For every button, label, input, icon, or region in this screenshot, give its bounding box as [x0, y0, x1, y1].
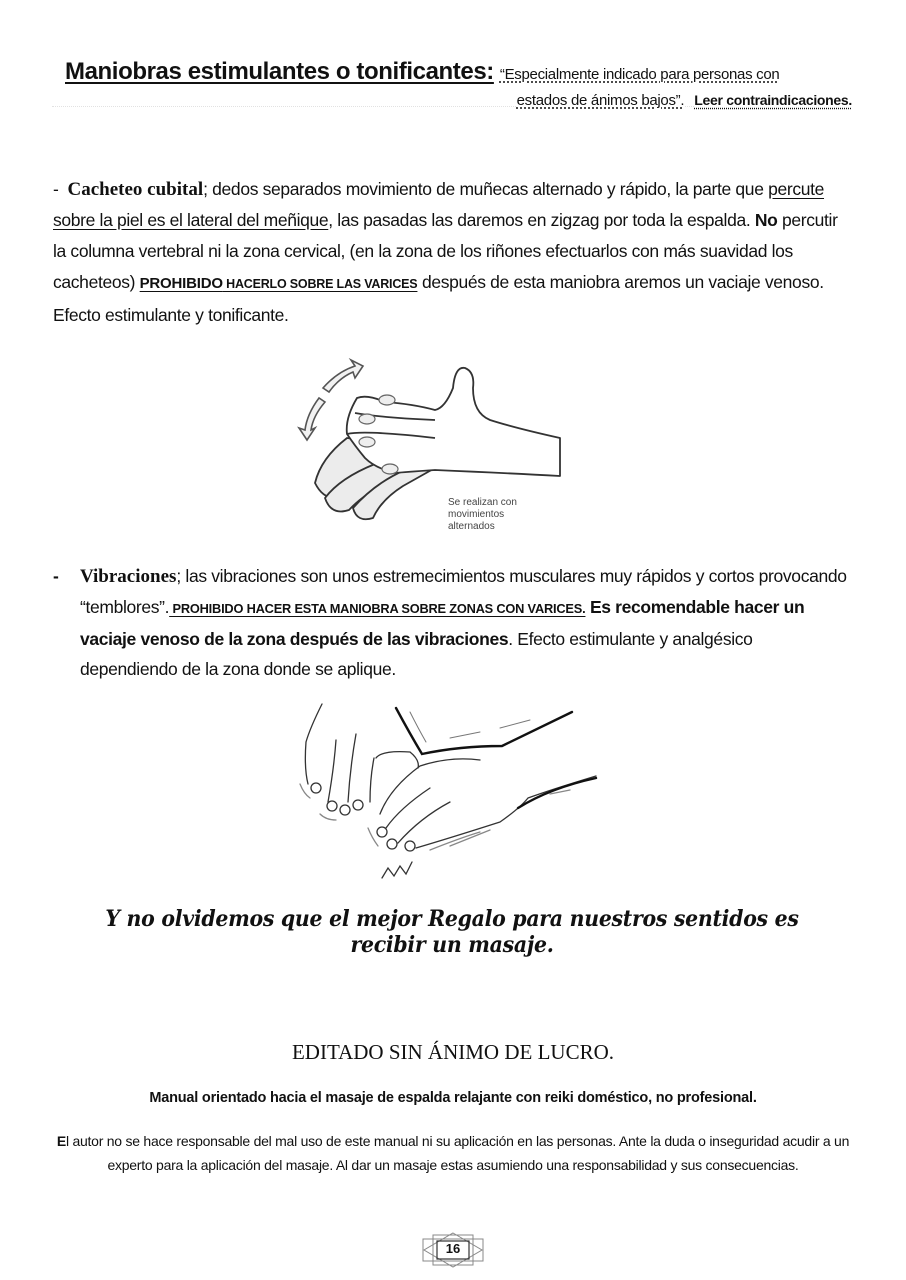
- caption-line: movimientos: [448, 509, 505, 520]
- title-line-2: [52, 92, 852, 109]
- hand-percussion-drawing: [285, 358, 575, 533]
- disclaimer-initial: E: [56, 1133, 66, 1149]
- list-dash: -: [53, 179, 59, 199]
- vibraciones-term: Vibraciones: [80, 566, 177, 587]
- prohibido-label: PROHIBIDO: [139, 275, 223, 292]
- contraindications-link[interactable]: Leer contraindicaciones.: [694, 92, 852, 108]
- recommendation: Es recomendable hacer un vaciaje venoso de la zona después de las vibraciones: [80, 597, 805, 649]
- hands-vibration-drawing: [270, 698, 600, 888]
- cacheteo-paragraph: [53, 174, 853, 331]
- disclaimer: [50, 1129, 856, 1177]
- list-dash: -: [53, 566, 59, 586]
- cacheteo-term: Cacheteo cubital: [67, 179, 204, 200]
- cacheteo-text: , las pasadas las daremos en zigzag por toda la espalda.: [328, 210, 755, 230]
- caption-line: Se realizan con: [448, 497, 517, 508]
- closing-message: Y no olvidemos que el mejor Regalo para nuestros sentidos es recibir un masaje.: [105, 906, 799, 958]
- section-header: [52, 58, 852, 109]
- no-emphasis: No: [754, 210, 778, 230]
- cacheteo-text: después de esta maniobra aremos un vaciaje venoso. Efecto estimulante y tonificante.: [53, 272, 824, 325]
- section-title: Maniobras estimulantes o tonificantes:: [65, 58, 494, 85]
- caption-line: alternados: [448, 521, 495, 532]
- cacheteo-text: percutir la columna vertebral ni la zona cervical, (en la zona de los riñones efectuarlos con más suavidad los cacheteos): [53, 210, 838, 292]
- figure-caption: [448, 497, 517, 533]
- vibraciones-text: [80, 561, 853, 684]
- vibraciones-desc: ; las vibraciones son unos estremecimientos musculares muy rápidos y cortos provocando “temblores”.: [80, 566, 847, 617]
- page-number: 16: [445, 1241, 461, 1256]
- list-item: [53, 561, 853, 684]
- page-number-badge: [420, 1232, 486, 1268]
- disclaimer-text: l autor no se hace responsable del mal uso de este manual ni su aplicación en las personas. Ante la duda o inseguridad acudir a un experto para la aplicación del masaje. Al dar un masaje estas asumiendo una responsabilidad y sus consecuencias.: [65, 1133, 850, 1173]
- title-line: [52, 58, 852, 86]
- prohibido-warning: PROHIBIDO HACER ESTA MANIOBRA SOBRE ZONAS CON VARICES.: [169, 601, 586, 616]
- prohibido-warning: [140, 275, 418, 292]
- vibraciones-effect: . Efecto estimulante y analgésico dependiendo de la zona donde se aplique.: [80, 629, 753, 679]
- vibraciones-item: [53, 561, 853, 684]
- edited-notice: EDITADO SIN ÁNIMO DE LUCRO.: [291, 1040, 615, 1064]
- prohibido-detail: HACERLO SOBRE LAS VARICES: [222, 277, 418, 291]
- cacheteo-underlined: percute sobre la piel es el lateral del meñique: [53, 179, 825, 230]
- title-quote-continued: estados de ánimos bajos”.: [516, 92, 685, 109]
- vibraciones-illustration: [270, 698, 600, 888]
- cacheteo-illustration: [285, 358, 575, 533]
- manual-note: Manual orientado hacia el masaje de espalda relajante con reiki doméstico, no profesional.: [149, 1090, 757, 1106]
- cacheteo-text: ; dedos separados movimiento de muñecas alternado y rápido, la parte que: [203, 179, 769, 199]
- title-quote: “Especialmente indicado para personas con: [499, 66, 780, 83]
